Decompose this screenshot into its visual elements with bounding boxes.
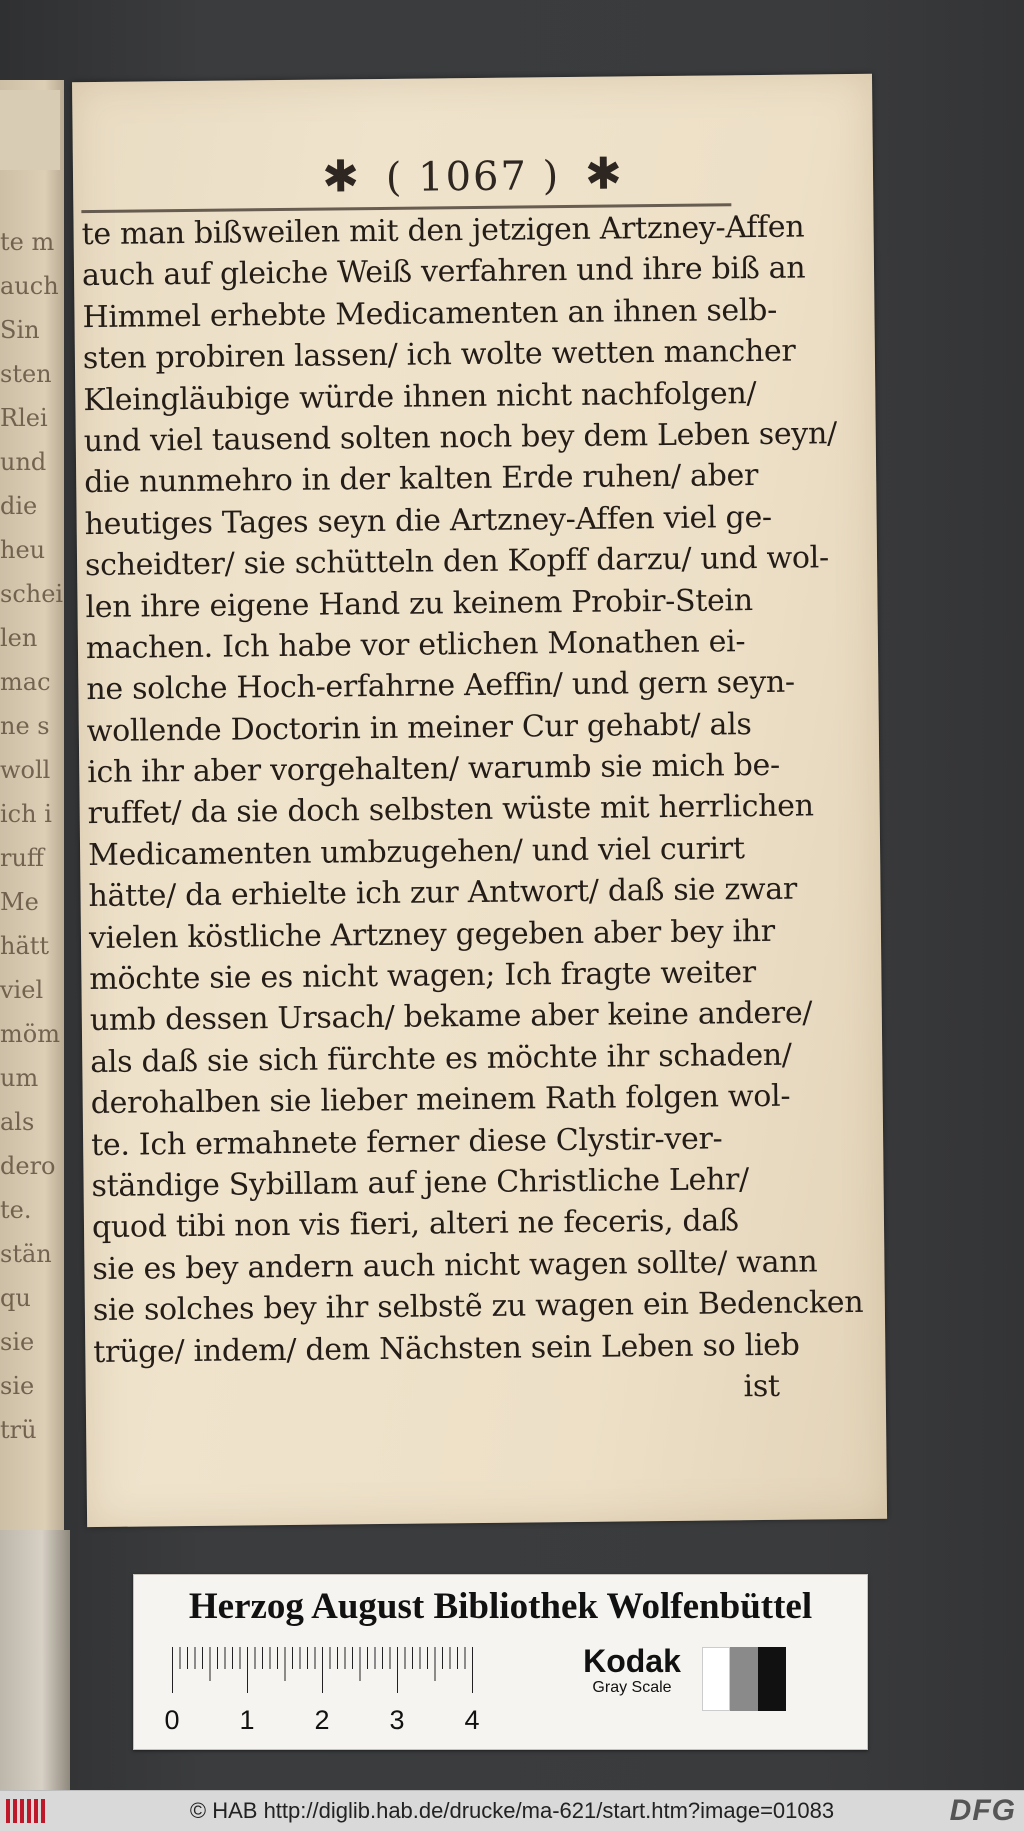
book-spine: [0, 1530, 70, 1790]
text-line: sie es bey andern auch nicht wagen sollte/ wann: [92, 1244, 818, 1287]
page-number-header: [73, 146, 873, 205]
dfg-logo: DFG: [949, 1794, 1016, 1827]
previous-page-edge: [0, 80, 64, 1530]
text-line: machen. Ich habe vor etlichen Monathen ei-: [85, 624, 746, 666]
previous-page-fragment: auch: [0, 272, 59, 300]
ruler-number: 2: [314, 1705, 330, 1735]
ruler-number: 1: [239, 1705, 255, 1735]
text-line: heutiges Tages seyn die Artzney-Affen viel ge-: [84, 499, 772, 542]
text-line: vielen köstliche Artzney gegeben aber bey ihr: [88, 913, 776, 956]
previous-page-fragment: ne s: [0, 712, 50, 740]
previous-page-text: [0, 220, 64, 1452]
previous-page-fragment: trü: [0, 1416, 37, 1444]
previous-page-fragment: woll: [0, 756, 51, 784]
black-patch: [758, 1647, 786, 1711]
previous-page-fragment: Me: [0, 888, 39, 916]
text-line: die nunmehro in der kalten Erde ruhen/ aber: [84, 458, 759, 501]
text-line: Kleingläubige würde ihnen nicht nachfolgen/: [83, 375, 757, 418]
previous-page-fragment: als: [0, 1108, 35, 1136]
previous-page-fragment: heu: [0, 536, 46, 564]
text-line: als daß sie sich fürchte es möchte ihr schaden/: [90, 1037, 792, 1080]
text-line: quod tibi non vis fieri, alteri ne feceris, daß: [91, 1203, 739, 1246]
text-line: Himmel erhebte Medicamenten an ihnen selb-: [82, 292, 778, 335]
page-number: ( 1067 ): [385, 153, 561, 201]
text-line: umb dessen Ursach/ bekame aber keine andere/: [89, 995, 813, 1039]
kodak-brand: Kodak: [583, 1643, 681, 1679]
footer-bar: [0, 1790, 1024, 1831]
text-line: ich ihr aber vorgehalten/ warumb sie mich be-: [87, 747, 781, 791]
previous-page-fragment: die: [0, 492, 38, 520]
text-line: sten probiren lassen/ ich wolte wetten mancher: [82, 333, 796, 377]
ornament-star-icon: ✱: [584, 148, 625, 200]
text-line: derohalben sie lieber meinem Rath folgen wol-: [90, 1078, 791, 1122]
previous-page-fragment: qu: [0, 1284, 31, 1312]
text-line: hätte/ da erhielte ich zur Antwort/ daß sie zwar: [88, 871, 798, 915]
previous-page-fragment: sten: [0, 360, 52, 388]
text-line: len ihre eigene Hand zu keinem Probir-Stein: [85, 582, 753, 625]
previous-page-fragment: Rlei: [0, 404, 48, 432]
ruler-number: 0: [164, 1705, 180, 1735]
color-target-card: [133, 1574, 868, 1750]
previous-page-fragment: sie: [0, 1328, 35, 1356]
previous-page-fragment: viel: [0, 976, 44, 1004]
text-line: ständige Sybillam auf jene Christliche Lehr/: [91, 1162, 750, 1205]
previous-page-fragment: te m: [0, 228, 55, 256]
text-line: ne solche Hoch-erfahrne Aeffin/ und gern seyn-: [86, 664, 795, 708]
text-line: te. Ich ermahnete ferner diese Clystir-ver-: [90, 1121, 723, 1163]
source-link[interactable]: © HAB http://diglib.hab.de/drucke/ma-621/start.htm?image=01083: [189, 1798, 835, 1823]
previous-page-fragment: stän: [0, 1240, 52, 1268]
text-line: trüge/ indem/ dem Nächsten sein Leben so lieb: [93, 1327, 800, 1370]
text-line: wollende Doctorin in meiner Cur gehabt/ als: [86, 706, 752, 749]
white-patch: [702, 1647, 730, 1711]
gray-patch: [730, 1647, 758, 1711]
ornament-star-icon: ✱: [321, 151, 362, 203]
ruler-number: 4: [464, 1705, 480, 1735]
previous-page-fragment: mac: [0, 668, 51, 696]
scale-ruler: [164, 1645, 532, 1745]
previous-page-fragment: sie: [0, 1372, 35, 1400]
text-line: te man bißweilen mit den jetzigen Artzney-Affen: [81, 209, 805, 253]
kodak-label: [562, 1643, 702, 1697]
previous-page-fragment: ruff: [0, 844, 44, 872]
previous-page-fragment: um: [0, 1064, 39, 1092]
text-line: auch auf gleiche Weiß verfahren und ihre biß an: [81, 250, 806, 294]
previous-page-fragment: und: [0, 448, 47, 476]
previous-page-fragment: ich i: [0, 800, 52, 828]
gray-scale-patches: [702, 1647, 816, 1711]
ruler-ticks: [172, 1645, 532, 1705]
previous-page-fragment: len: [0, 624, 38, 652]
gray-scale-label: Gray Scale: [592, 1679, 672, 1696]
book-page: [72, 74, 887, 1527]
previous-page-fragment: hätt: [0, 932, 50, 960]
text-line: ruffet/ da sie doch selbsten wüste mit herrlichen: [87, 788, 814, 832]
text-line: möchte sie es nicht wagen; Ich fragte weiter: [89, 955, 757, 998]
previous-page-fragment: Sin: [0, 316, 40, 344]
library-name: Herzog August Bibliothek Wolfenbüttel: [188, 1586, 813, 1627]
previous-page-fragment: te.: [0, 1196, 32, 1224]
text-line: und viel tausend solten noch bey dem Leben seyn/: [83, 416, 837, 460]
text-line: Medicamenten umbzugehen/ und viel curirt: [87, 831, 745, 873]
previous-page-fragment: dero: [0, 1152, 56, 1180]
page-text: [81, 207, 864, 1415]
text-line: scheidter/ sie schütteln den Kopff darzu/ und wol-: [84, 540, 830, 584]
text-line: sie solches bey ihr selbstẽ zu wagen ein Bedencken: [92, 1285, 864, 1329]
previous-page-fragment: möm: [0, 1020, 60, 1048]
previous-page-corner: [0, 90, 60, 170]
previous-page-fragment: schei: [0, 580, 64, 608]
catchword: ist: [743, 1368, 780, 1405]
ruler-number: 3: [389, 1705, 405, 1735]
